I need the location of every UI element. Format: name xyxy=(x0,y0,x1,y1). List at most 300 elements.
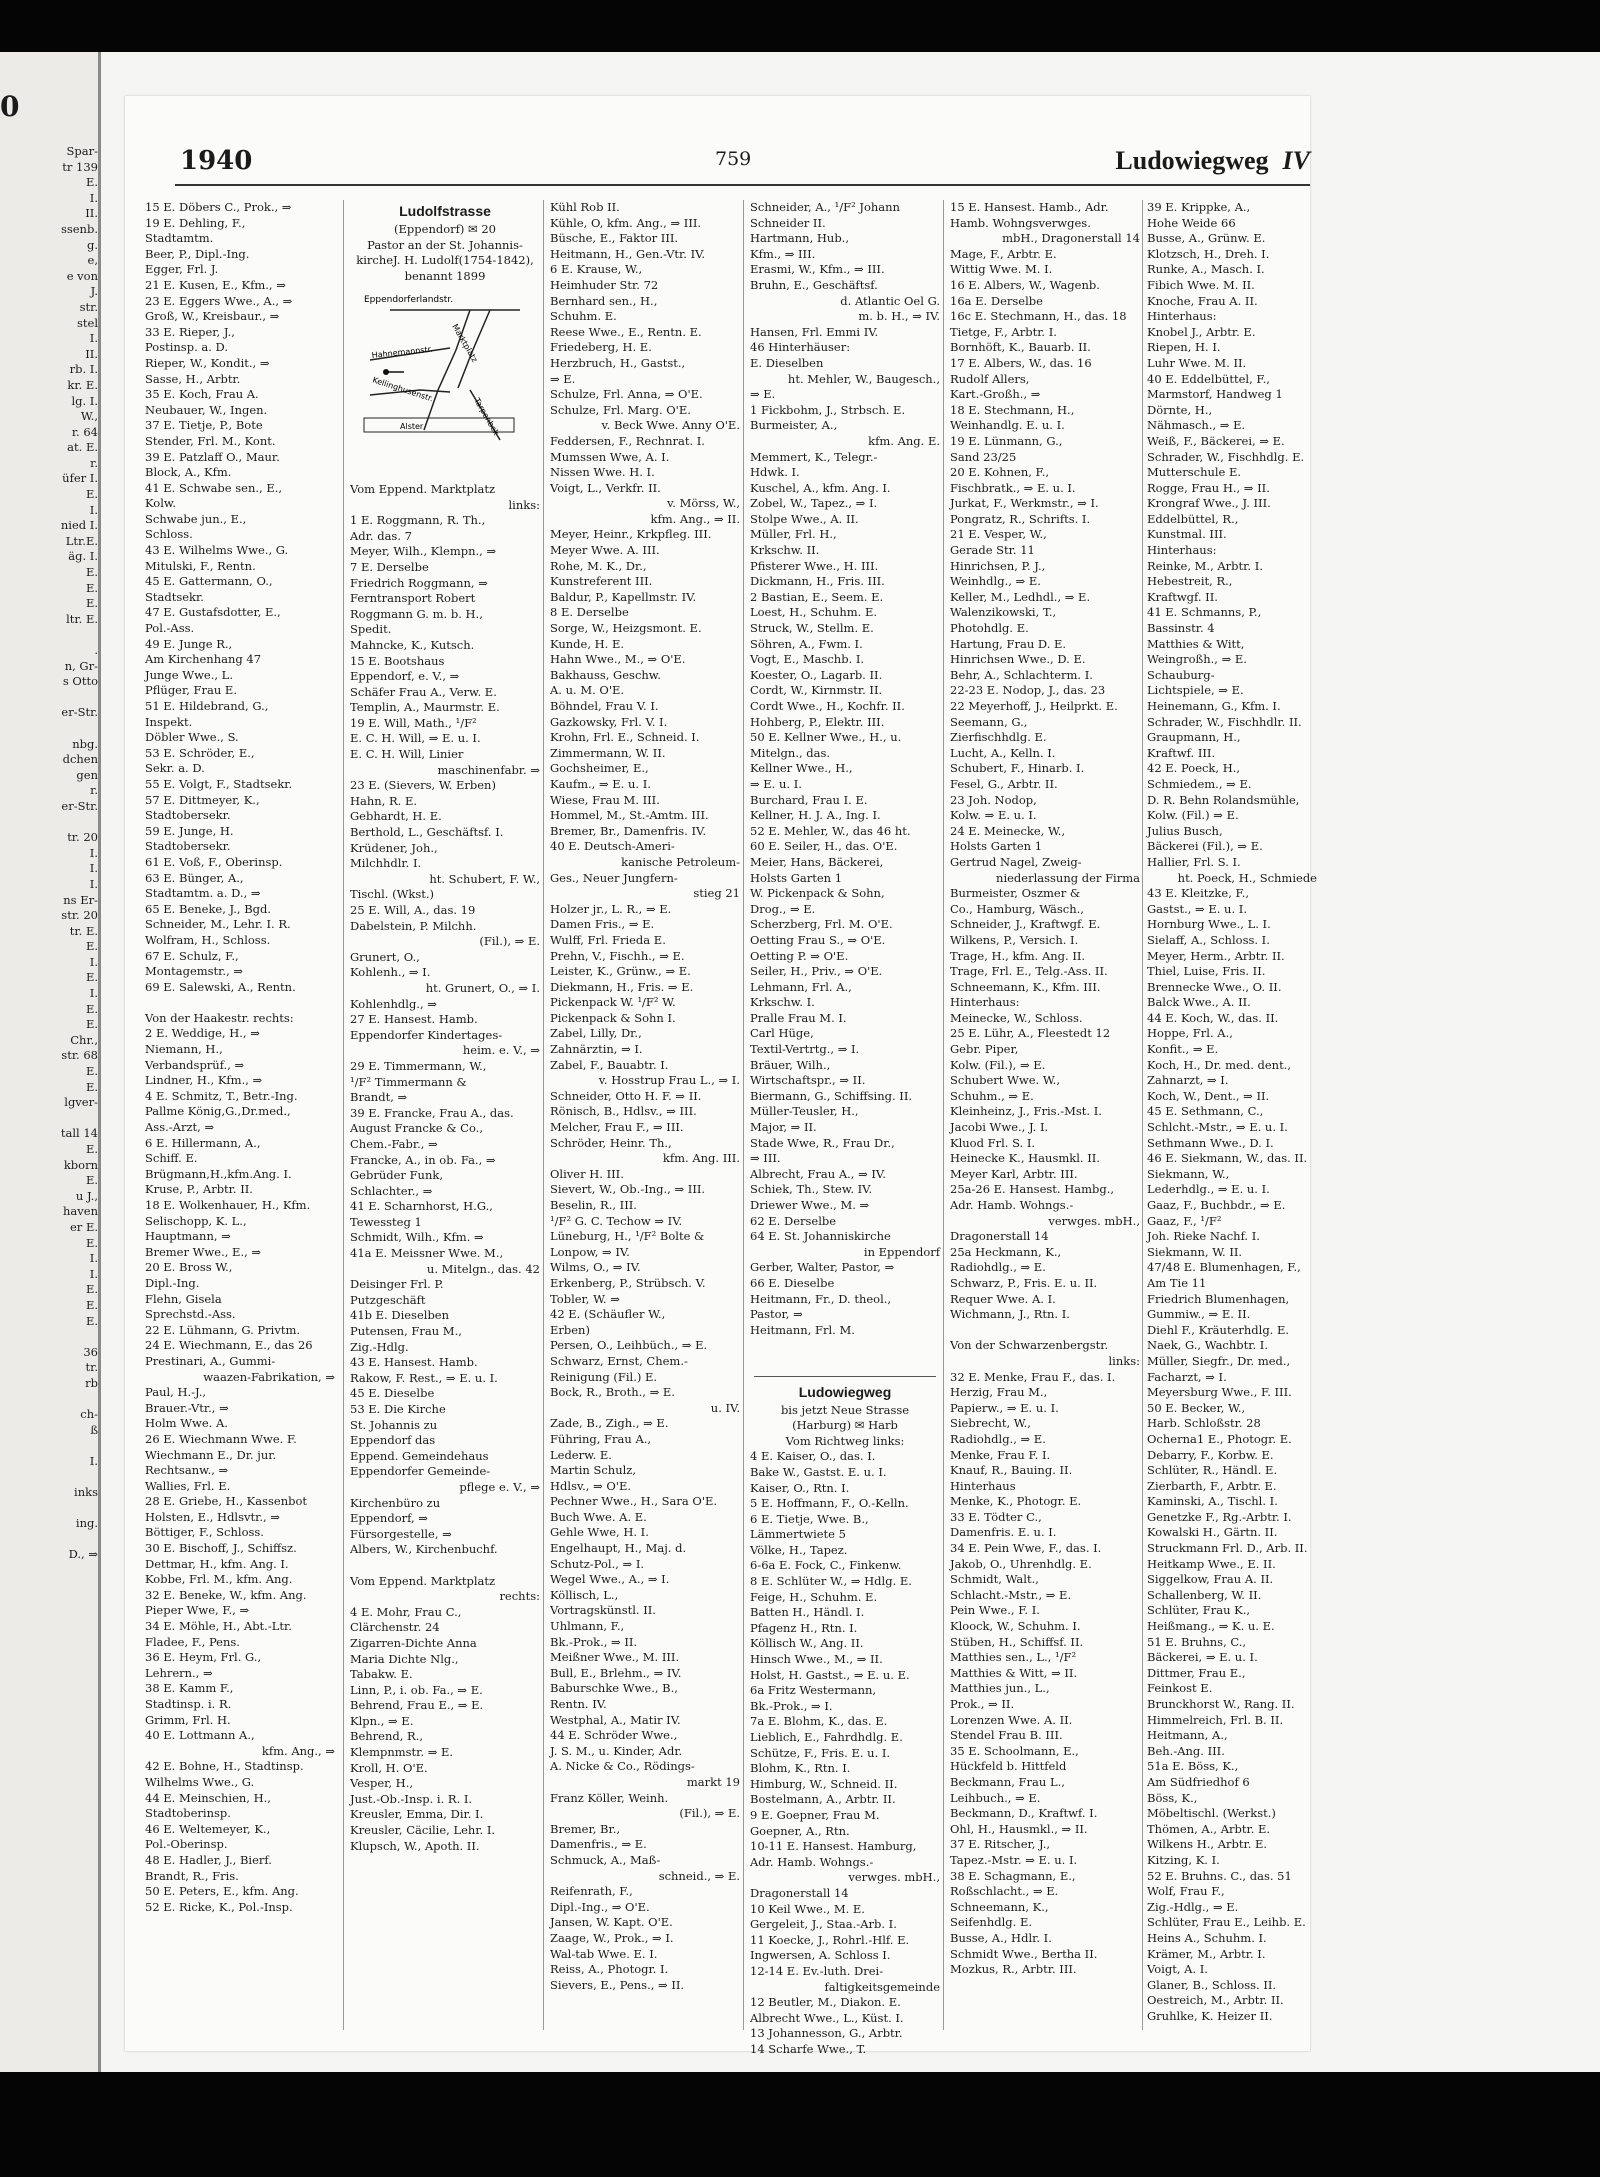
directory-line: Meyersburg Wwe., F. III. xyxy=(1147,1385,1292,1400)
directory-line: Mage, F., Arbtr. E. xyxy=(950,246,1057,261)
directory-line: Pechner Wwe., H., Sara O'E. xyxy=(550,1494,718,1509)
directory-line: Müller, Frl. H., xyxy=(750,527,837,542)
column-2-entries xyxy=(350,466,540,1854)
directory-line: Busse, A., Hdlr. I. xyxy=(950,1930,1052,1945)
directory-line: 24 E. Wiechmann, E., das 26 xyxy=(145,1338,313,1353)
directory-line: Zierfischhdlg. E. xyxy=(950,730,1047,745)
directory-line: ¹/F² Timmermann & xyxy=(350,1074,467,1089)
directory-line: August Francke & Co., xyxy=(350,1121,483,1136)
directory-line: Böhndel, Frau V. I. xyxy=(550,699,659,713)
directory-line: Trage, H., kfm. Ang. II. xyxy=(950,948,1086,963)
directory-line: I. xyxy=(89,331,98,346)
directory-line: 32 E. Menke, Frau F., das. I. xyxy=(950,1369,1116,1384)
directory-line: Dickmann, H., Fris. III. xyxy=(750,574,885,589)
directory-line: 4 E. Schmitz, T., Betr.-Ing. xyxy=(145,1088,298,1103)
directory-line: 16 E. Albers, W., Wagenb. xyxy=(950,277,1100,292)
directory-line: 22 Meyerhoff, J., Heilprkt. E. xyxy=(950,699,1118,713)
directory-line: Stendel Frau B. III. xyxy=(950,1728,1063,1743)
directory-line: Kreusler, Emma, Dir. I. xyxy=(350,1807,484,1822)
directory-line: Nissen Wwe. H. I. xyxy=(550,465,655,480)
directory-line: Thiel, Luise, Fris. II. xyxy=(1147,964,1266,979)
column-divider xyxy=(543,200,544,2030)
directory-line: 53 E. Die Kirche xyxy=(350,1402,446,1416)
directory-line: Schlcht.-Mstr., ⇒ E. u. I. xyxy=(1147,1120,1288,1135)
directory-page xyxy=(125,96,1317,2056)
column-3 xyxy=(550,200,740,2030)
directory-line: Kart.-Großh., ⇒ xyxy=(950,387,1041,402)
directory-line: Heinemann, G., Kfm. I. xyxy=(1147,699,1281,713)
directory-line: Wilkens, P., Versich. I. xyxy=(950,932,1079,947)
directory-line: Lämmertwiete 5 xyxy=(750,1527,846,1542)
directory-line: Kobbe, Frl. M., kfm. Ang. xyxy=(145,1572,293,1587)
directory-line: Krkschw. II. xyxy=(750,543,820,558)
directory-line: Matthies sen., L., ¹/F² xyxy=(950,1650,1077,1665)
scan-border-top xyxy=(0,0,1600,52)
directory-line: Friedeberg, H. E. xyxy=(550,340,652,355)
directory-line: Pol.-Oberinsp. xyxy=(145,1837,228,1852)
column-divider xyxy=(343,200,344,2030)
directory-line: Fesel, G., Arbtr. II. xyxy=(950,776,1058,791)
directory-line: Hückfeld b. Hittfeld xyxy=(950,1759,1067,1774)
directory-line: II. xyxy=(85,206,98,221)
directory-line: Kunstmal. III. xyxy=(1147,527,1227,542)
directory-line: Rohe, M. K., Dr., xyxy=(550,558,647,573)
directory-line: Hansen, Frl. Emmi IV. xyxy=(750,324,879,339)
directory-line: ing. xyxy=(75,1516,98,1531)
directory-line: 35 E. Koch, Frau A. xyxy=(145,387,259,402)
directory-line: Roßschlacht., ⇒ E. xyxy=(950,1884,1059,1899)
directory-line: Heins A., Schuhm. I. xyxy=(1147,1930,1267,1945)
directory-line: Gazkowsky, Frl. V. I. xyxy=(550,714,668,729)
directory-line: Zigarren-Dichte Anna xyxy=(350,1635,477,1650)
directory-line: Schrader, W., Fischhdlg. E. xyxy=(1147,449,1305,464)
directory-line: Hahn Wwe., M., ⇒ O'E. xyxy=(550,652,686,667)
directory-line: Busse, A., Grünw. E. xyxy=(1147,231,1266,246)
directory-line: waazen-Fabrikation, ⇒ xyxy=(203,1369,335,1384)
directory-line: Albers, W., Kirchenbuchf. xyxy=(350,1542,498,1557)
directory-line: Gergeleit, J., Staa.-Arb. I. xyxy=(750,1917,897,1932)
directory-line: Schneider, A., ¹/F² Johann xyxy=(750,200,900,214)
directory-line xyxy=(0,1329,98,1345)
map-label-kellinghusenstr: Kellinghusenstr. xyxy=(371,375,435,404)
directory-line: Hallier, Frl. S. I. xyxy=(1147,854,1241,869)
directory-line xyxy=(0,721,98,737)
directory-line: Köllisch, L., xyxy=(550,1587,619,1602)
previous-page-lines xyxy=(0,144,98,1563)
directory-line: Stade Wwe, R., Frau Dr., xyxy=(750,1135,895,1150)
directory-line: links: xyxy=(508,497,540,512)
directory-line: Gebhardt, H. E. xyxy=(350,809,442,824)
directory-line: Hinterhaus xyxy=(950,1478,1016,1493)
directory-line: Sprechstd.-Ass. xyxy=(145,1307,236,1322)
directory-line: Zimmermann, W. II. xyxy=(550,745,666,760)
directory-line: in Eppendorf xyxy=(863,1244,940,1259)
map-road xyxy=(424,310,470,430)
directory-line: Major, ⇒ II. xyxy=(750,1120,817,1135)
directory-line: Mitelgn., das. xyxy=(750,745,831,760)
directory-line: Fladee, F., Pens. xyxy=(145,1634,240,1649)
directory-line: Mumssen Wwe, A. I. xyxy=(550,449,670,464)
directory-line: Hinrichsen Wwe., D. E. xyxy=(950,652,1086,667)
directory-line: Meyer Wwe. A. III. xyxy=(550,543,660,558)
directory-line: Hartmann, Hub., xyxy=(750,231,849,246)
directory-line: Dettmar, H., kfm. Ang. I. xyxy=(145,1556,289,1571)
directory-line: Schubert Wwe. W., xyxy=(950,1073,1060,1088)
directory-line: 7a E. Blohm, K., das. E. xyxy=(750,1714,888,1729)
directory-line: 55 E. Volgt, F., Stadtsekr. xyxy=(145,776,293,791)
directory-line: Voigt, A. I. xyxy=(1147,1962,1208,1977)
directory-line: Sielaff, A., Schloss. I. xyxy=(1147,932,1270,947)
directory-line: Büsche, E., Faktor III. xyxy=(550,231,679,246)
directory-line: 34 E. Möhle, H., Abt.-Ltr. xyxy=(145,1619,292,1634)
directory-line: Tabakw. E. xyxy=(350,1667,413,1682)
directory-line: 63 E. Bünger, A., xyxy=(145,870,244,885)
directory-line: Kloock, W., Schuhm. I. xyxy=(950,1619,1081,1634)
directory-line: Harb. Schloßstr. 28 xyxy=(1147,1416,1261,1431)
scan-border-bottom xyxy=(0,2072,1600,2177)
directory-line: Erben) xyxy=(550,1322,590,1337)
directory-line: Vesper, H., xyxy=(350,1776,414,1791)
directory-line: Köllisch W., Ang. II. xyxy=(750,1636,864,1651)
directory-line xyxy=(0,1469,98,1485)
directory-line: Zobel, W., Tapez., ⇒ I. xyxy=(750,496,878,511)
ludowiegweg-entries xyxy=(750,1449,940,2057)
directory-line: Tobler, W. ⇒ xyxy=(550,1291,620,1306)
directory-line: Schröder, Heinr. Th., xyxy=(550,1135,672,1150)
directory-line: heim. e. V., ⇒ xyxy=(462,1043,540,1058)
directory-line: Vom Eppend. Marktplatz xyxy=(350,1573,496,1588)
directory-line: Damenfris., ⇒ E. xyxy=(550,1837,647,1852)
directory-line: Ass.-Arzt, ⇒ xyxy=(145,1120,215,1135)
directory-line: E. xyxy=(85,1064,98,1079)
directory-line: 36 xyxy=(83,1344,98,1359)
directory-line: 42 E. Bohne, H., Stadtinsp. xyxy=(145,1759,304,1774)
directory-line: 33 E. Rieper, J., xyxy=(145,324,235,339)
directory-line: Groß, W., Kreisbaur., ⇒ xyxy=(145,309,280,324)
directory-line: Siekmann, W. II. xyxy=(1147,1244,1243,1259)
directory-line: ssenb. xyxy=(60,221,98,236)
directory-line: Weinhandlg. E. u. I. xyxy=(950,418,1065,433)
directory-line: 51a E. Böss, K., xyxy=(1147,1759,1239,1774)
directory-line: Meyer, Herm., Arbtr. II. xyxy=(1147,948,1285,963)
directory-line: 1 Fickbohm, J., Strbsch. E. xyxy=(750,402,906,417)
directory-line xyxy=(0,815,98,831)
directory-line: E. xyxy=(85,1313,98,1328)
directory-line: Wilkens H., Arbtr. E. xyxy=(1147,1837,1268,1852)
directory-line: Bruhn, E., Geschäftsf. xyxy=(750,277,878,292)
page-street-title xyxy=(1115,146,1310,176)
directory-line: 40 E. Lottmann A., xyxy=(145,1728,255,1743)
directory-line: Klpn., ⇒ E. xyxy=(350,1713,414,1728)
directory-line: Krämer, M., Arbtr. I. xyxy=(1147,1946,1266,1961)
directory-line: 36 E. Heym, Frl. G., xyxy=(145,1650,262,1665)
directory-line: Neubauer, W., Ingen. xyxy=(145,402,268,417)
directory-line: Schwarz, P., Fris. E. u. II. xyxy=(950,1275,1098,1290)
directory-line: Meyer, Wilh., Klempn., ⇒ xyxy=(350,544,497,559)
directory-line: Lederw. E. xyxy=(550,1447,612,1462)
directory-line: . xyxy=(94,643,98,657)
directory-line: Zabel, F., Bauabtr. I. xyxy=(550,1057,669,1072)
directory-line: 15 E. Döbers C., Prok., ⇒ xyxy=(145,200,292,214)
directory-line: Graupmann, H., xyxy=(1147,730,1241,745)
directory-line: dchen xyxy=(62,752,98,767)
directory-line: Schneemann, K., xyxy=(950,1899,1049,1914)
directory-line: (Fil.), ⇒ E. xyxy=(679,1806,740,1821)
directory-line: Fibich Wwe. M. II. xyxy=(1147,277,1255,292)
directory-line: Zig.-Hdlg. xyxy=(350,1339,409,1354)
directory-line: Heitmann, Frl. M. xyxy=(750,1322,855,1337)
directory-line: Gerber, Walter, Pastor, ⇒ xyxy=(750,1260,895,1275)
directory-line: Marmstorf, Handweg 1 xyxy=(1147,387,1283,402)
directory-line: Rechtsanw., ⇒ xyxy=(145,1463,229,1478)
directory-line: Von der Schwarzenbergstr. xyxy=(950,1338,1109,1353)
directory-line: Hinterhaus: xyxy=(1147,543,1217,558)
directory-line: Eppendorf, ⇒ xyxy=(350,1511,428,1526)
directory-line: Seiler, H., Priv., ⇒ O'E. xyxy=(750,964,883,979)
volume-number: IV xyxy=(1282,146,1310,175)
directory-line: 41 E. Schmanns, P., xyxy=(1147,605,1262,620)
directory-line: Persen, O., Leihbüch., ⇒ E. xyxy=(550,1338,708,1353)
directory-line xyxy=(750,1354,940,1370)
directory-line: Buch Wwe. A. E. xyxy=(550,1509,647,1524)
directory-line: Lehrern., ⇒ xyxy=(145,1665,213,1680)
directory-line: Stadtobersekr. xyxy=(145,839,231,854)
directory-line: Brandt, R., Fris. xyxy=(145,1868,239,1883)
directory-line: Ocherna1 E., Photogr. E. xyxy=(1147,1431,1292,1446)
directory-line: Mitulski, F., Rentn. xyxy=(145,558,256,573)
directory-line: Brauer.-Vtr., ⇒ xyxy=(145,1400,229,1415)
directory-line: verwges. mbH., xyxy=(1048,1213,1140,1228)
directory-line: r. xyxy=(90,455,98,470)
directory-line: Beh.-Ang. III. xyxy=(1147,1743,1225,1758)
directory-line: stel xyxy=(76,315,98,330)
directory-line: E. xyxy=(85,596,98,611)
directory-line: Tapez.-Mstr. ⇒ E. u. I. xyxy=(950,1852,1078,1867)
directory-line: 25 E. Will, A., das. 19 xyxy=(350,903,476,917)
directory-line: ltr. E. xyxy=(66,611,98,626)
directory-line: 41 E. Schwabe sen., E., xyxy=(145,480,283,495)
directory-line: 5 E. Hoffmann, F., O.-Kelln. xyxy=(750,1496,909,1511)
directory-line: 20 E. Bross W., xyxy=(145,1260,233,1275)
directory-line: Pralle Frau M. I. xyxy=(750,1010,847,1025)
directory-line: 12-14 E. Ev.-luth. Drei- xyxy=(750,1963,884,1978)
directory-line: Paul, H.-J., xyxy=(145,1385,207,1400)
column-2 xyxy=(350,200,540,2030)
directory-line: Vom Eppend. Marktplatz xyxy=(350,481,496,496)
directory-line: Behrend, R., xyxy=(350,1729,424,1744)
directory-line: Hahn, R. E. xyxy=(350,793,418,808)
map-label-alster: Alster xyxy=(400,422,424,432)
directory-line: 50 E. Peters, E., kfm. Ang. xyxy=(145,1884,299,1899)
directory-line: Schlacht.-Mstr., ⇒ E. xyxy=(950,1587,1072,1602)
directory-line: Vom Richtweg links: xyxy=(785,1433,905,1448)
directory-line: I. xyxy=(89,861,98,876)
directory-line: Schmuck, A., Maß- xyxy=(550,1852,661,1867)
directory-line: 35 E. Schoolmann, E., xyxy=(950,1743,1079,1758)
directory-line: Herzig, Frau M., xyxy=(950,1385,1048,1400)
directory-line: Kowalski H., Gärtn. II. xyxy=(1147,1525,1278,1540)
directory-line: Diehl F., Kräuterhdlg. E. xyxy=(1147,1322,1290,1337)
directory-line: Heitmann, Fr., D. theol., xyxy=(750,1291,892,1306)
directory-line: Clärchenstr. 24 xyxy=(350,1620,440,1635)
directory-line: Lorenzen Wwe. A. II. xyxy=(950,1712,1073,1727)
directory-line: Textil-Vertrtg., ⇒ I. xyxy=(750,1042,860,1057)
directory-line: D. R. Behn Rolandsmühle, xyxy=(1147,792,1300,807)
directory-line: Eppendorfer Kindertages- xyxy=(350,1027,503,1042)
directory-line: Oestreich, M., Arbtr. II. xyxy=(1147,1993,1284,2008)
directory-line: Batten H., Händl. I. xyxy=(750,1605,865,1620)
directory-line: D., ⇒ xyxy=(68,1547,98,1562)
directory-line: Stadtsekr. xyxy=(145,589,204,604)
directory-line: Eddelbüttel, R., xyxy=(1147,511,1239,526)
directory-line: ß xyxy=(90,1422,98,1437)
directory-line: Bornhöft, K., Bauarb. II. xyxy=(950,340,1091,355)
directory-line: 39 E. Francke, Frau A., das. xyxy=(350,1105,514,1120)
directory-line: nbg. xyxy=(72,736,98,751)
directory-line: Kluod Frl. S. I. xyxy=(950,1135,1036,1150)
directory-line: Pfisterer Wwe., H. III. xyxy=(750,558,879,573)
directory-line: Niemann, H., xyxy=(145,1042,223,1057)
directory-line: Stadtamtm. xyxy=(145,231,214,246)
directory-line: kfm. Ang. III. xyxy=(662,1151,740,1166)
directory-line: Driewer Wwe., M. ⇒ xyxy=(750,1198,870,1212)
directory-line: Kaufm., ⇒ E. u. I. xyxy=(550,776,651,791)
directory-line xyxy=(750,1338,940,1354)
column-divider xyxy=(1142,200,1143,2030)
directory-line: 8 E. Schlüter W., ⇒ Hdlg. E. xyxy=(750,1574,912,1589)
directory-line: Kunstreferent III. xyxy=(550,574,653,589)
directory-line: 30 E. Bischoff, J., Schiffsz. xyxy=(145,1541,297,1556)
directory-line: Memmert, K., Telegr.- xyxy=(750,449,878,464)
directory-line: Weingroßh., ⇒ E. xyxy=(1147,652,1247,667)
directory-line: Eppendorfer Gemeinde- xyxy=(350,1464,491,1479)
directory-line: Krkschw. I. xyxy=(750,995,815,1010)
directory-line: Sievert, W., Ob.-Ing., ⇒ III. xyxy=(550,1182,706,1197)
column-4 xyxy=(750,200,940,2056)
directory-line: Brennecke Wwe., O. II. xyxy=(1147,979,1282,994)
directory-line: Bull, E., Brlehm., ⇒ IV. xyxy=(550,1665,682,1680)
directory-line: links: xyxy=(1108,1353,1140,1368)
directory-line: Wulff, Frl. Frieda E. xyxy=(550,932,666,947)
directory-line: Bäckerei, ⇒ E. u. I. xyxy=(1147,1650,1258,1665)
directory-line: verwges. mbH., xyxy=(848,1870,940,1885)
directory-line: str. 68 xyxy=(61,1048,98,1063)
directory-line: 16a E. Derselbe xyxy=(950,293,1043,308)
directory-line: 21 E. Vesper, W., xyxy=(950,527,1047,542)
directory-line: Beckmann, Frau L., xyxy=(950,1774,1065,1789)
directory-line: Schuhm., ⇒ E. xyxy=(950,1088,1034,1103)
directory-line: Reese Wwe., E., Rentn. E. xyxy=(550,324,702,339)
directory-line: I. xyxy=(89,190,98,205)
directory-line: 51 E. Bruhns, C., xyxy=(1147,1634,1247,1649)
directory-line: m. b. H., ⇒ IV. xyxy=(858,309,940,324)
directory-line: u J., xyxy=(75,1188,98,1203)
directory-line: Pol.-Ass. xyxy=(145,621,195,636)
directory-line: Photohdlg. E. xyxy=(950,621,1029,636)
directory-line: Tischl. (Wkst.) xyxy=(350,887,435,902)
directory-line: ht. Mehler, W., Baugesch., xyxy=(787,371,940,386)
directory-line: 66 E. Dieselbe xyxy=(750,1275,835,1290)
directory-line: Wiechmann E., Dr. jur. xyxy=(145,1447,277,1462)
map-label-hahnemannstr: Hahnemannstr. xyxy=(371,345,434,361)
directory-line: u. Mitelgn., das. 42 xyxy=(426,1261,540,1276)
directory-line: Bassinstr. 4 xyxy=(1147,621,1215,636)
header-rule xyxy=(175,184,1310,186)
directory-line: Eppendorf, e. V., ⇒ xyxy=(350,669,460,684)
directory-line: Seemann, G., xyxy=(950,714,1028,729)
directory-line: 23 Joh. Nodop, xyxy=(950,792,1037,807)
directory-line: Bakhauss, Geschw. xyxy=(550,667,661,682)
directory-line: 52 E. Mehler, W., das 46 ht. xyxy=(750,823,911,838)
directory-line: Schlüter, Frau E., Leihb. E. xyxy=(1147,1915,1306,1930)
directory-line: Oetting P. ⇒ O'E. xyxy=(750,948,849,963)
directory-line: Pallme König,G.,Dr.med., xyxy=(145,1104,291,1119)
directory-line: 25 E. Lühr, A., Fleestedt 12 xyxy=(950,1026,1111,1041)
directory-line: 40 E. Deutsch-Ameri- xyxy=(550,839,675,854)
directory-line: Schäfer Frau A., Verw. E. xyxy=(350,684,497,699)
directory-line: Müller, Siegfr., Dr. med., xyxy=(1147,1353,1291,1368)
directory-line: Prok., ⇒ II. xyxy=(950,1697,1015,1711)
directory-line: Papierw., ⇒ E. u. I. xyxy=(950,1400,1059,1415)
directory-line: Junge Wwe., L. xyxy=(145,667,233,682)
directory-line: Oliver H. III. xyxy=(550,1166,624,1181)
directory-line: ht. Poeck, H., Schmiede xyxy=(1177,870,1317,885)
directory-line: Schneider, Otto H. F. ⇒ II. xyxy=(550,1088,702,1103)
directory-line: 8 E. Derselbe xyxy=(550,605,629,620)
directory-line: ⇒ III. xyxy=(750,1151,781,1166)
directory-line: ch- xyxy=(80,1407,98,1422)
directory-line: E. Dieselben xyxy=(750,355,824,370)
directory-line: Kolw. (Fil.), ⇒ E. xyxy=(950,1057,1046,1072)
directory-line: Zig.-Hdlg., ⇒ E. xyxy=(1147,1899,1239,1914)
directory-line: Weiß, F., Bäckerei, ⇒ E. xyxy=(1147,433,1285,448)
directory-line: E. xyxy=(85,1297,98,1312)
directory-line xyxy=(950,1323,1140,1339)
directory-line: Albrecht Wwe., L., Küst. I. xyxy=(750,2010,904,2025)
directory-line: Bäckerei (Fil.), ⇒ E. xyxy=(1147,839,1263,854)
directory-line: Jakob, O., Uhrenhdlg. E. xyxy=(950,1556,1092,1571)
directory-line: E. xyxy=(85,1173,98,1188)
directory-line: Holzer jr., L. R., ⇒ E. xyxy=(550,901,672,916)
directory-line: Bk.-Prok., ⇒ II. xyxy=(550,1634,638,1649)
directory-line: Zaage, W., Prok., ⇒ I. xyxy=(550,1930,674,1945)
directory-line: Struckmann Frl. D., Arb. II. xyxy=(1147,1541,1308,1556)
directory-line: ns Er- xyxy=(63,892,98,907)
map-label-eppendorferlandstr: Eppendorferlandstr. xyxy=(364,295,454,306)
directory-line: Koch, H., Dr. med. dent., xyxy=(1147,1057,1292,1072)
directory-line: Lonpow, ⇒ IV. xyxy=(550,1244,630,1259)
directory-line: Prestinari, A., Gummi- xyxy=(145,1353,276,1368)
directory-line: 19 E. Will, Math., ¹/F² xyxy=(350,715,477,730)
directory-line: Voigt, L., Verkfr. II. xyxy=(550,480,661,495)
directory-line: 41 E. Scharnhorst, H.G., xyxy=(350,1199,493,1214)
directory-line: Müller-Teusler, H., xyxy=(750,1104,859,1119)
directory-line: Schneemann, K., Kfm. III. xyxy=(950,979,1101,994)
directory-line: Schneider II. xyxy=(750,215,826,230)
directory-line: (Fil.), ⇒ E. xyxy=(479,934,540,949)
directory-line: Walenzikowski, T., xyxy=(950,605,1057,620)
directory-line: Matthies & Witt, ⇒ II. xyxy=(950,1665,1078,1680)
directory-line: nied I. xyxy=(60,518,98,533)
directory-line: 29 E. Timmermann, W., xyxy=(350,1058,487,1073)
directory-line: 50 E. Kellner Wwe., H., u. xyxy=(750,730,902,745)
directory-line: Meyer, Heinr., Krkpfleg. III. xyxy=(550,527,712,542)
directory-line: A. Nicke & Co., Rödings- xyxy=(550,1759,695,1774)
street-heading-ludolfstrasse: Ludolfstrasse xyxy=(399,203,491,219)
directory-line: Pastor, ⇒ xyxy=(750,1307,803,1322)
directory-line: Schubert, F., Hinarb. I. xyxy=(950,761,1085,776)
directory-line: 57 E. Dittmeyer, K., xyxy=(145,792,260,807)
